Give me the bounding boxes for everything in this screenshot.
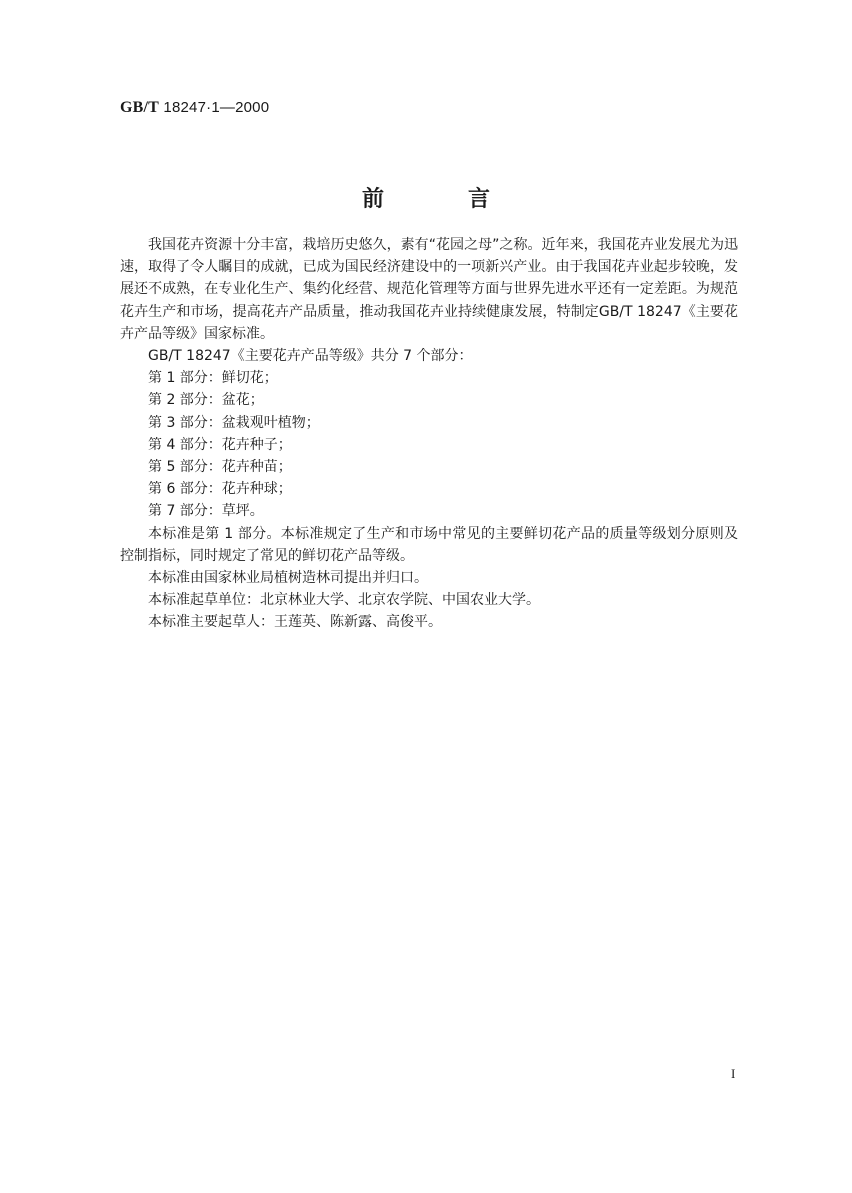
drafters-paragraph: 本标准主要起草人：王莲英、陈新露、高俊平。 bbox=[148, 614, 442, 631]
document-body bbox=[120, 234, 738, 634]
page-title bbox=[0, 182, 852, 213]
standard-code-header bbox=[120, 99, 269, 117]
list-item: 第 4 部分：花卉种子； bbox=[148, 436, 292, 453]
standard-prefix: GB/T bbox=[120, 99, 160, 116]
list-item: 第 6 部分：花卉种球； bbox=[148, 481, 292, 498]
title-char-2: 言 bbox=[468, 187, 491, 212]
drafting-units-paragraph: 本标准起草单位：北京林业大学、北京农学院、中国农业大学。 bbox=[148, 592, 540, 609]
standard-number: 18247·1—2000 bbox=[163, 99, 270, 116]
list-item: 第 2 部分：盆花； bbox=[148, 392, 264, 409]
scope-paragraph: 本标准是第 1 部分。本标准规定了生产和市场中常见的主要鲜切花产品的质量等级划分原则及控制指标，同时规定了常见的鲜切花产品等级。 bbox=[120, 525, 738, 564]
page-number: I bbox=[731, 1066, 736, 1081]
parts-intro-paragraph: GB/T 18247《主要花卉产品等级》共分 7 个部分： bbox=[148, 348, 473, 365]
parts-list bbox=[120, 367, 738, 522]
list-item: 第 5 部分：花卉种苗； bbox=[148, 459, 292, 476]
title-char-1: 前 bbox=[361, 187, 384, 212]
list-item: 第 3 部分：盆栽观叶植物； bbox=[148, 414, 320, 431]
proposer-paragraph: 本标准由国家林业局植树造林司提出并归口。 bbox=[148, 570, 428, 587]
intro-paragraph: 我国花卉资源十分丰富，栽培历史悠久，素有“花园之母”之称。近年来，我国花卉业发展尤为迅速，取得了令人瞩目的成就，已成为国民经济建设中的一项新兴产业。由于我国花卉业起步较晚，发展还不成熟，在专业化生产、集约化经营、规范化管理等方面与世界先进水平还有一定差距。为规范花卉生产和市场，提高花卉产品质量，推动我国花卉业持续健康发展，特制定GB/T 18247《主要花卉产品等级》国家标准。 bbox=[120, 237, 738, 342]
list-item: 第 1 部分：鲜切花； bbox=[148, 370, 278, 387]
list-item: 第 7 部分：草坪。 bbox=[148, 503, 264, 520]
